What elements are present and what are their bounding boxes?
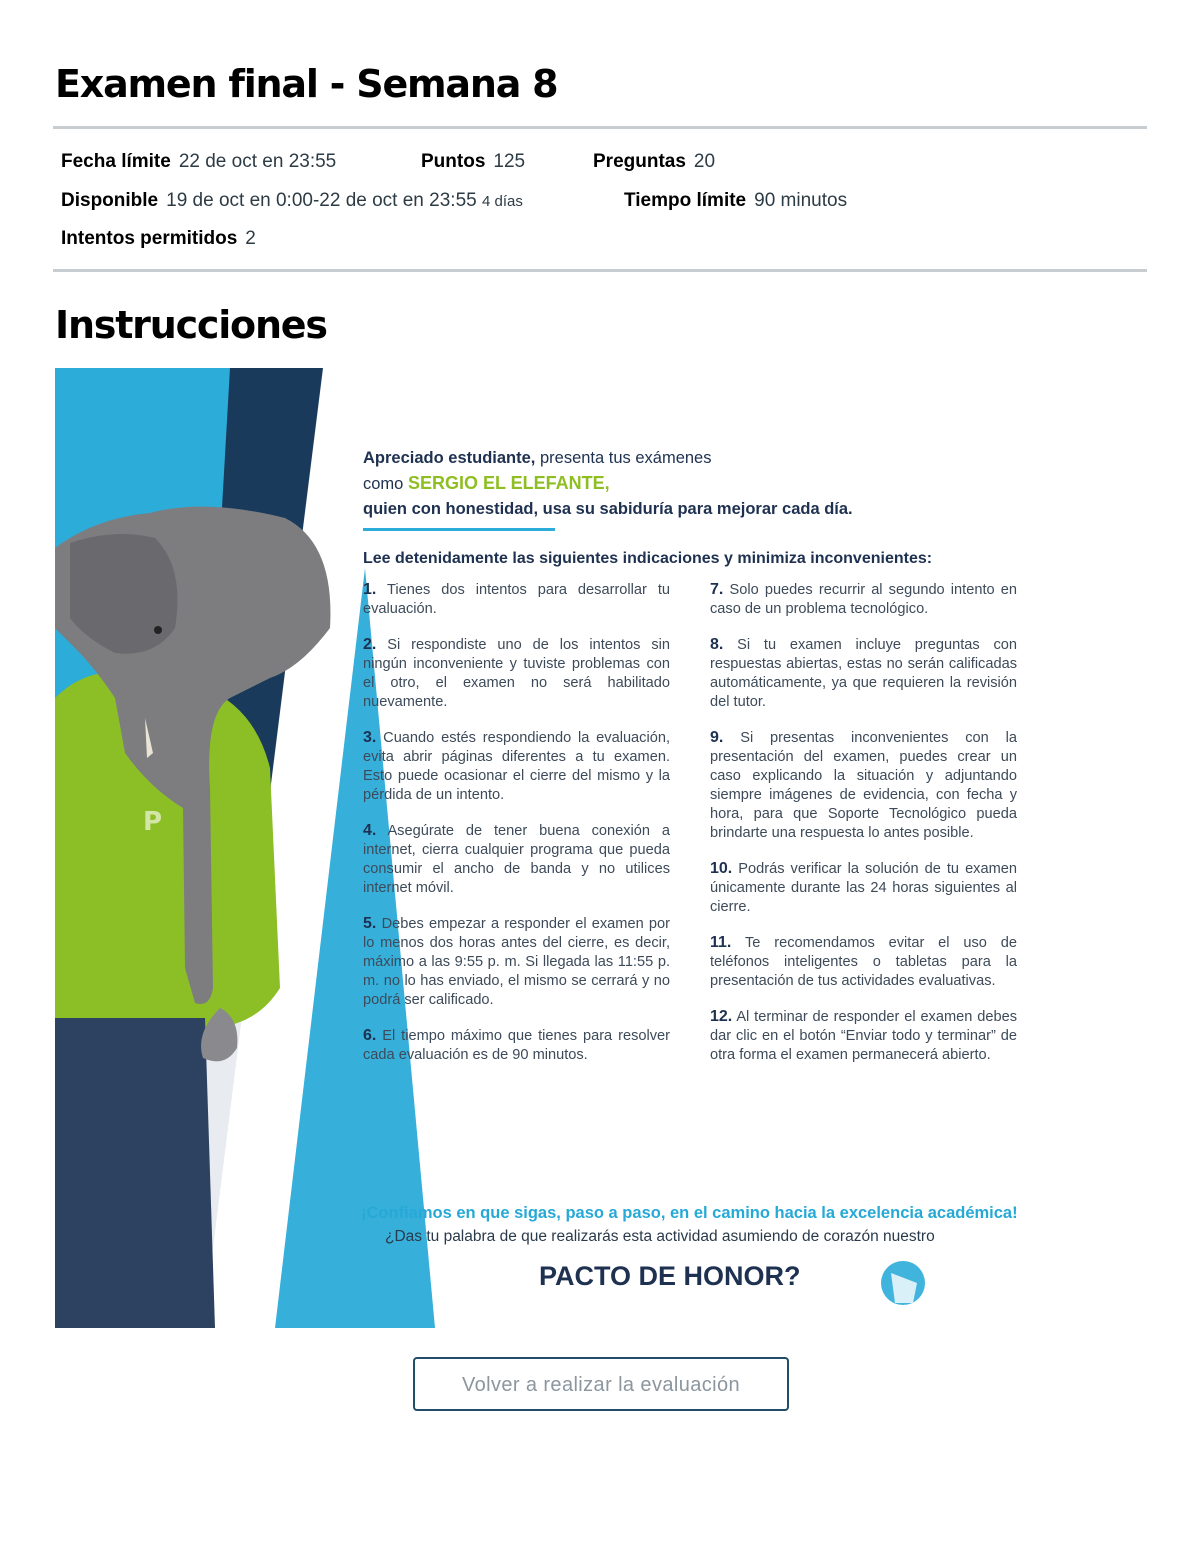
instruction-item: 6. El tiempo máximo que tienes para resolver cada evaluación es de 90 minutos. (363, 1027, 670, 1063)
instruction-item: 12. Al terminar de responder el examen debes dar clic en el botón “Enviar todo y terminar” de otra forma el examen permanecerá abierto. (710, 1008, 1017, 1063)
divider (53, 269, 1147, 272)
instructions-banner (55, 368, 1100, 1328)
instruction-item: 4. Asegúrate de tener buena conexión a internet, cierra cualquier programa que pueda consumir el ancho de banda y no utilices internet móvil. (363, 822, 671, 896)
svg-text:P: P (143, 807, 163, 837)
divider (53, 126, 1147, 129)
retake-quiz-button[interactable]: Volver a realizar la evaluación (413, 1357, 789, 1411)
greeting-divider (363, 528, 555, 531)
instruction-item: 11. Te recomendamos evitar el uso de teléfonos inteligentes o tabletas para la presentación de tus actividades evaluativas. (710, 934, 1017, 989)
instruction-item: 5. Debes empezar a responder el examen por lo menos dos horas antes del cierre, es decir, máximo a las 9:55 p. m. Si llegada las 11:55 p. m. no lo has enviado, el mismo se cerrará y no podrá ser calificado. (363, 915, 670, 1008)
instructions-lead: Lee detenidamente las siguientes indicaciones y minimiza inconvenientes: (363, 550, 933, 567)
instructions-heading: Instrucciones (55, 303, 327, 347)
availability: Disponible 19 de oct en 0:00-22 de oct en 23:55 4 días (61, 190, 523, 211)
time-limit: Tiempo límite 90 minutos (624, 190, 848, 211)
instructions-column-left (363, 580, 670, 1081)
allowed-attempts: Intentos permitidos 2 (61, 228, 256, 249)
page-title: Examen final - Semana 8 (55, 62, 558, 106)
instruction-item: 9. Si presentas inconvenientes con la presentación del examen, puedes crear un caso explicando la situación y adjuntando siempre imágenes de evidencia, con fecha y hora, para que Soporte Tecnológico pueda brindarte una respuesta lo antes posible. (710, 729, 1017, 841)
questions: Preguntas 20 (593, 151, 716, 172)
instruction-item: 8. Si tu examen incluye preguntas con respuestas abiertas, estas no serán calificadas automáticamente, ya que requieren la revisión del tutor. (710, 636, 1017, 710)
instruction-item: 7. Solo puedes recurrir al segundo intento en caso de un problema tecnológico. (710, 581, 1017, 617)
due-date: Fecha límite 22 de oct en 23:55 (61, 151, 337, 172)
instruction-item: 3. Cuando estés respondiendo la evaluación, evita abrir páginas diferentes a tu examen. Esto puede ocasionar el cierre del mismo y la pérdida de un intento. (363, 729, 670, 803)
cta-question: ¿Das tu palabra de que realizarás esta actividad asumiendo de corazón nuestro (385, 1228, 935, 1245)
instructions-column-right (710, 580, 1017, 1081)
instruction-item: 1. Tienes dos intentos para desarrollar tu evaluación. (363, 581, 670, 617)
points: Puntos 125 (421, 151, 526, 172)
cta-confidence: ¡Confiamos en que sigas, paso a paso, en el camino hacia la excelencia académica! (361, 1204, 1018, 1222)
instruction-item: 10. Podrás verificar la solución de tu examen únicamente durante las 24 horas siguientes al cierre. (710, 860, 1017, 915)
honor-pact: PACTO DE HONOR? (539, 1261, 801, 1291)
greeting: Apreciado estudiante, presenta tus exámenes como SERGIO EL ELEFANTE, quien con honestidad, usa su sabiduría para mejorar cada día. (363, 449, 853, 518)
instruction-item: 2. Si respondiste uno de los intentos sin ningún inconveniente y tuviste problemas con el otro, el examen no será habilitado nuevamente. (363, 636, 670, 710)
